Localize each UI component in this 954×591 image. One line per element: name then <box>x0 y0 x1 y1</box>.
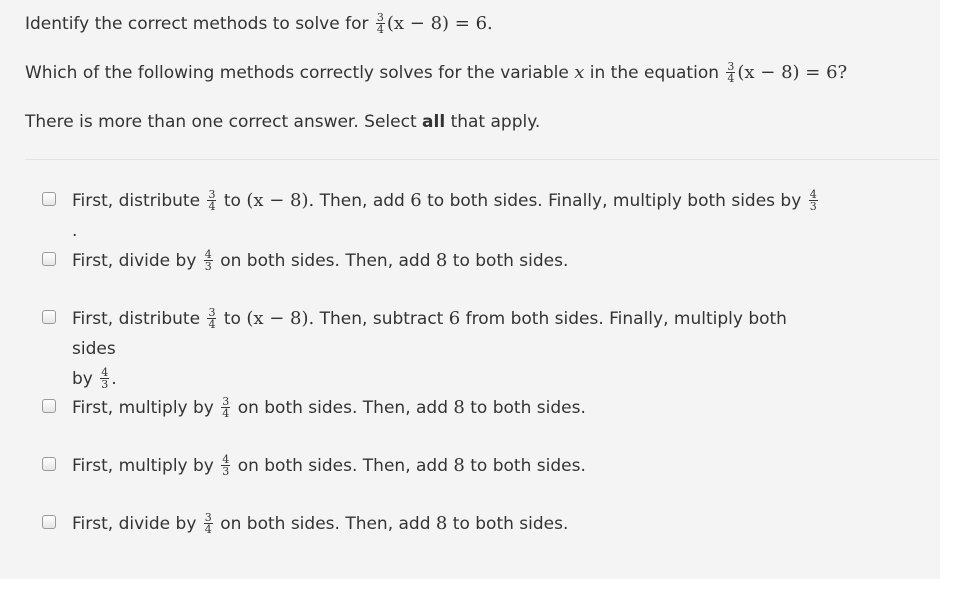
option-1-checkbox[interactable] <box>42 192 56 206</box>
option-2[interactable] <box>42 246 822 276</box>
option-1-label[interactable]: First, distribute $\frac{3}{4}$ to (x − 8). Then, add 6 to both sides. Finally, multiply both sides by $\frac{4}{3}$ . <box>72 187 817 241</box>
option-6-label[interactable]: First, divide by $\frac{3}{4}$ on both sides. Then, add 8 to both sides. <box>72 510 569 536</box>
option-6[interactable] <box>42 509 822 539</box>
fraction: $\frac{3}{4}$ <box>222 394 230 420</box>
option-4[interactable] <box>42 393 822 423</box>
fraction: $\frac{3}{4}$ <box>208 305 216 331</box>
fraction: $\frac{4}{3}$ <box>809 187 817 213</box>
option-5[interactable] <box>42 451 822 481</box>
fraction: $\frac{4}{3}$ <box>101 365 109 391</box>
fraction: $\frac{4}{3}$ <box>204 247 212 273</box>
divider <box>25 159 939 160</box>
fraction: $\frac{3}{4}$ <box>204 510 212 536</box>
instruction-text: There is more than one correct answer. Select all that apply. <box>25 112 541 132</box>
option-3[interactable] <box>42 304 822 394</box>
option-2-checkbox[interactable] <box>42 252 56 266</box>
option-3-label[interactable]: First, distribute $\frac{3}{4}$ to (x − 8). Then, subtract 6 from both sides. Finally, multiply both sides by $\frac{4}{3}$ . <box>72 305 787 391</box>
option-4-checkbox[interactable] <box>42 399 56 413</box>
option-6-checkbox[interactable] <box>42 515 56 529</box>
instruction-bold: all <box>422 112 446 132</box>
question-title <box>25 12 493 36</box>
question-variable: x <box>574 62 585 83</box>
option-2-label[interactable]: First, divide by $\frac{4}{3}$ on both sides. Then, add 8 to both sides. <box>72 247 569 273</box>
question-text: Which of the following methods correctly solves for the variable x in the equation $\frac{3}{4}$ (x − 8) = 6? <box>25 59 848 85</box>
option-5-label[interactable]: First, multiply by $\frac{4}{3}$ on both sides. Then, add 8 to both sides. <box>72 452 586 478</box>
fraction: $\frac{4}{3}$ <box>222 452 230 478</box>
fraction: $\frac{3}{4}$ <box>208 187 216 213</box>
option-1[interactable] <box>42 186 822 246</box>
title-equation: (x − 8) = 6. <box>386 13 493 34</box>
question-equation: (x − 8) = 6? <box>737 62 848 83</box>
title-fraction: $\frac{3}{4}$ <box>376 10 384 36</box>
option-3-checkbox[interactable] <box>42 310 56 324</box>
option-4-label[interactable]: First, multiply by $\frac{3}{4}$ on both sides. Then, add 8 to both sides. <box>72 394 586 420</box>
question-fraction: $\frac{3}{4}$ <box>727 59 735 85</box>
option-5-checkbox[interactable] <box>42 457 56 471</box>
title-text: Identify the correct methods to solve for <box>25 14 369 34</box>
